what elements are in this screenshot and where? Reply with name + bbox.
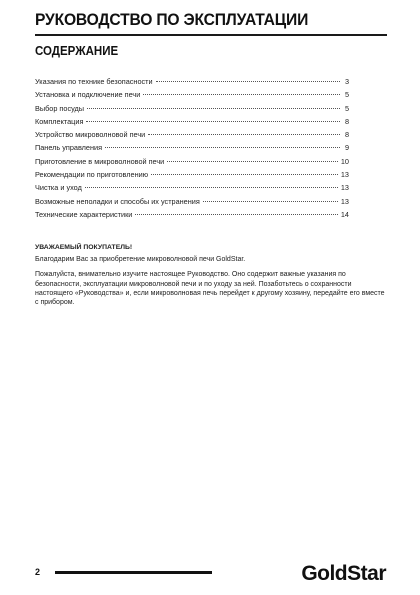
toc-leader-dots bbox=[203, 201, 338, 202]
toc-heading: СОДЕРЖАНИЕ bbox=[35, 44, 119, 58]
toc-entry-label: Приготовление в микроволновой печи bbox=[35, 156, 165, 166]
toc-entry-page: 8 bbox=[344, 116, 349, 126]
toc-entry-label: Устройство микроволновой печи bbox=[35, 130, 146, 140]
toc-entry[interactable] bbox=[35, 128, 349, 141]
toc-leader-dots bbox=[85, 187, 338, 188]
goldstar-logo bbox=[248, 560, 388, 584]
toc-entry-label: Панель управления bbox=[35, 143, 103, 153]
greeting-heading: УВАЖАЕМЫЙ ПОКУПАТЕЛЬ! bbox=[35, 244, 133, 251]
intro-section bbox=[35, 243, 387, 313]
toc-entry-page: 3 bbox=[344, 77, 349, 86]
brand-wordmark: GoldStar bbox=[301, 562, 386, 584]
toc-entry-page: 10 bbox=[340, 156, 349, 166]
toc-entry[interactable] bbox=[35, 102, 349, 115]
toc-entry-label: Чистка и уход bbox=[35, 183, 82, 193]
toc-leader-dots bbox=[86, 121, 340, 122]
toc-entry[interactable] bbox=[35, 115, 349, 128]
toc-entry-page: 9 bbox=[344, 143, 349, 153]
footer-rule bbox=[55, 571, 212, 574]
toc-entry-page: 13 bbox=[340, 196, 349, 206]
toc-entry-label: Выбор посуды bbox=[35, 103, 85, 113]
toc-entry[interactable] bbox=[35, 141, 349, 154]
toc-entry-label: Указания по технике безопасности bbox=[35, 77, 153, 86]
toc-leader-dots bbox=[167, 161, 338, 162]
page-number: 2 bbox=[35, 567, 41, 577]
thanks-paragraph: Благодарим Вас за приобретение микроволновой печи GoldStar. bbox=[35, 256, 246, 264]
toc-entry-page: 13 bbox=[340, 183, 349, 193]
toc-entry-page: 14 bbox=[340, 209, 349, 219]
toc-entry-label: Рекомендации по приготовлению bbox=[35, 170, 149, 180]
toc-entry[interactable] bbox=[35, 208, 349, 221]
toc-leader-dots bbox=[87, 108, 340, 109]
toc-entry[interactable] bbox=[35, 195, 349, 208]
toc-entry[interactable] bbox=[35, 88, 349, 101]
toc-leader-dots bbox=[156, 81, 340, 82]
toc-entry-label: Установка и подключение печи bbox=[35, 90, 141, 100]
instructions-paragraph: Пожалуйста, внимательно изучите настоящее Руководство. Оно содержит важные указания по безопасности, эксплуатации микроволновой печи и по уходу за ней. Позаботьтесь о сохранности настоящего «Руководства» и, если микроволновая печь перейдет к другому хозяину, передайте его вместе с прибором. bbox=[35, 271, 385, 307]
toc-entry[interactable] bbox=[35, 168, 349, 181]
title-rule bbox=[35, 34, 387, 36]
table-of-contents bbox=[35, 75, 349, 221]
toc-entry-label: Комплектация bbox=[35, 116, 84, 126]
toc-entry-page: 8 bbox=[344, 130, 349, 140]
toc-leader-dots bbox=[148, 134, 340, 135]
toc-entry-page: 5 bbox=[344, 90, 349, 100]
toc-leader-dots bbox=[143, 94, 340, 95]
toc-entry-page: 13 bbox=[340, 170, 349, 180]
toc-entry[interactable] bbox=[35, 181, 349, 194]
toc-leader-dots bbox=[135, 214, 338, 215]
toc-entry[interactable] bbox=[35, 75, 349, 88]
toc-entry[interactable] bbox=[35, 155, 349, 168]
toc-entry-label: Технические характеристики bbox=[35, 209, 133, 219]
document-title: РУКОВОДСТВО ПО ЭКСПЛУАТАЦИИ bbox=[35, 10, 309, 29]
toc-entry-page: 5 bbox=[344, 103, 349, 113]
toc-leader-dots bbox=[151, 174, 338, 175]
toc-entry-label: Возможные неполадки и способы их устранения bbox=[35, 196, 200, 206]
toc-leader-dots bbox=[105, 147, 340, 148]
